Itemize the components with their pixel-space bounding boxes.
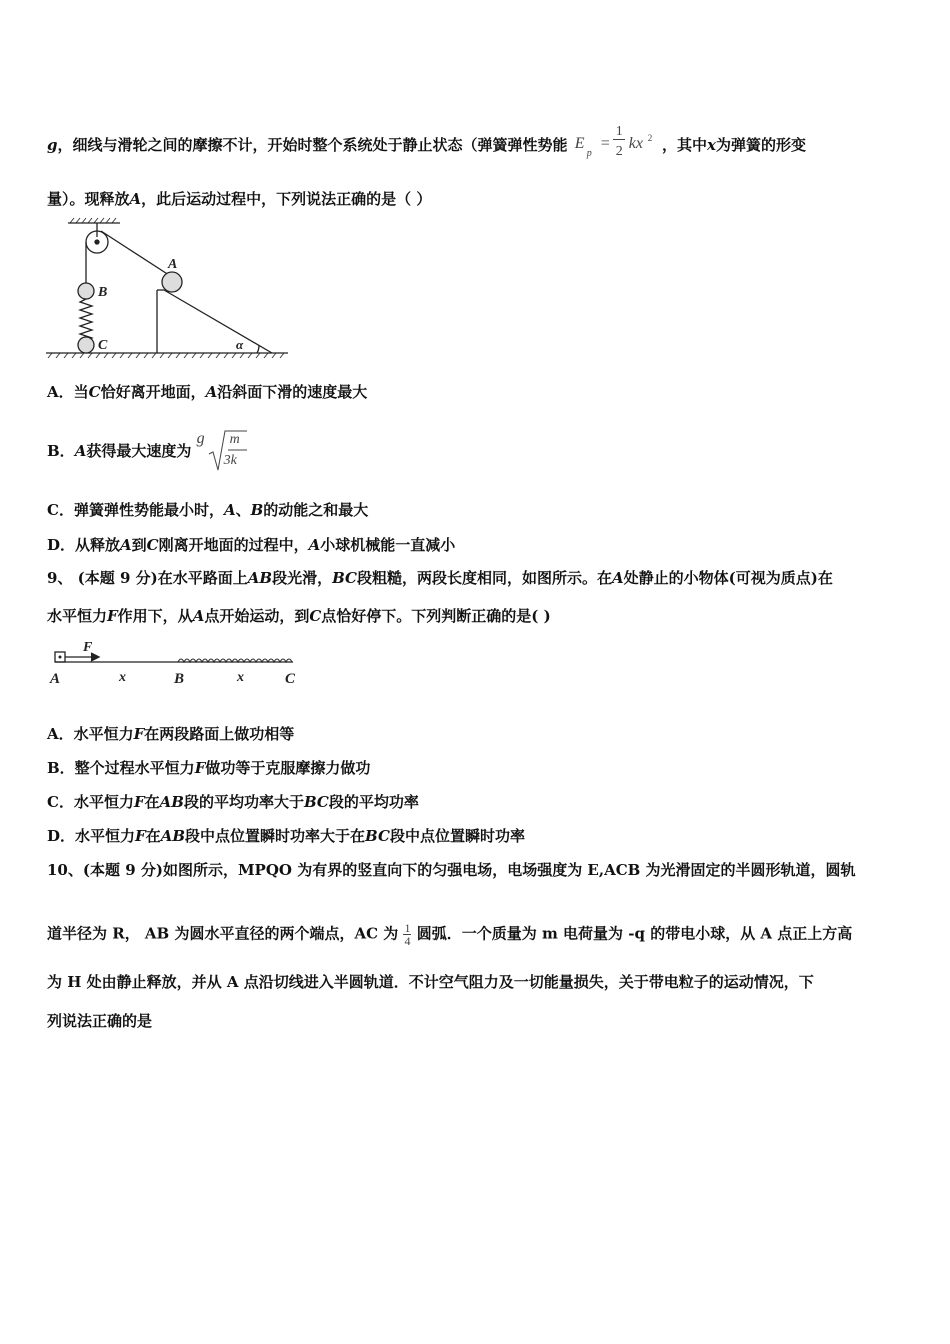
label-C-road: C <box>285 671 296 687</box>
q9-stem-line-1: 9、 (本题 9 分)在水平路面上AB段光滑，BC段粗糙，两段长度相同，如图所示。在A处静止的小物体(可视为质点)在 <box>47 569 833 587</box>
q10-stem-line-3: 为 H 处由静止释放，并从 A 点沿切线进入半圆轨道．不计空气阻力及一切能量损失，关于带电粒子的运动情况，下 <box>47 973 814 991</box>
q9-option-d: D．水平恒力F在AB段中点位置瞬时功率大于在BC段中点位置瞬时功率 <box>47 827 525 845</box>
quarter-fraction: $\frac{1}{4}$ <box>404 921 411 948</box>
q8-option-b: B．A获得最大速度为 g m 3k <box>47 428 247 474</box>
q9-stem-line-2: 水平恒力F作用下，从A点开始运动，到C点恰好停下。下列判断正确的是( ) <box>47 607 551 625</box>
label-F: F <box>83 640 93 655</box>
label-A-road: A <box>50 671 61 687</box>
elastic-energy-formula: E p = 1 2 kx 2 <box>574 124 653 159</box>
label-x2: x <box>237 670 244 685</box>
q8-stem-line-1: g，细线与滑轮之间的摩擦不计，开始时整个系统处于静止状态（弹簧弹性势能 E p = 1 2 kx 2 ，其中x为弹簧的形变 <box>47 126 806 166</box>
max-speed-formula: g m 3k <box>197 428 247 474</box>
label-alpha: α <box>236 337 244 352</box>
ball-C <box>78 337 94 353</box>
label-x1: x <box>119 670 126 685</box>
q8-option-d: D．从释放A到C刚离开地面的过程中，A小球机械能一直减小 <box>47 536 456 554</box>
q8-option-c: C．弹簧弹性势能最小时，A、B的动能之和最大 <box>47 501 369 519</box>
var-g: g <box>47 136 58 154</box>
label-A: A <box>168 257 178 272</box>
q10-stem-line-1: 10、(本题 9 分)如图所示，MPQO 为有界的竖直向下的匀强电场，电场强度为 E,ACB 为光滑固定的半圆形轨道，圆轨 <box>47 861 856 879</box>
q9-option-c: C．水平恒力F在AB段的平均功率大于BC段的平均功率 <box>47 793 419 811</box>
label-C: C <box>98 338 108 353</box>
q10-stem-line-4: 列说法正确的是 <box>47 1012 153 1030</box>
q9-road-figure <box>47 640 307 692</box>
q8-stem-line-2: 量）。现释放A，此后运动过程中，下列说法正确的是（ ） <box>47 190 432 208</box>
q8-option-a: A．当C恰好离开地面，A沿斜面下滑的速度最大 <box>47 383 368 401</box>
q10-stem-line-2: 道半径为 R， AB 为圆水平直径的两个端点，AC 为 $\frac{1}{4}$ 圆弧．一个质量为 m 电荷量为 -q 的带电小球，从 A 点正上方高 <box>47 921 853 948</box>
label-B-road: B <box>174 671 185 687</box>
q8-incline-pulley-figure <box>44 215 294 365</box>
q9-option-b: B．整个过程水平恒力F做功等于克服摩擦力做功 <box>47 759 371 777</box>
ball-A <box>162 272 182 292</box>
q9-option-a: A．水平恒力F在两段路面上做功相等 <box>47 725 295 743</box>
ball-B <box>78 283 94 299</box>
label-B: B <box>98 285 108 300</box>
